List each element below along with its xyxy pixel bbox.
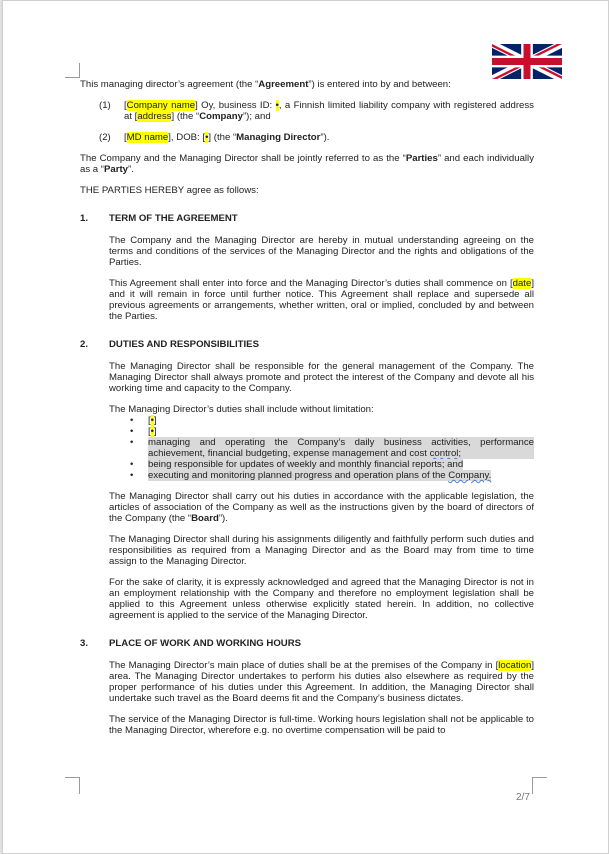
jointly-paragraph: The Company and the Managing Director shall be jointly referred to as the “Parties” and each individually as a “Party”. xyxy=(80,153,534,175)
uk-flag-icon[interactable] xyxy=(492,44,562,79)
list-item: • [•] xyxy=(130,415,157,426)
document-body xyxy=(80,79,534,736)
agree-paragraph: THE PARTIES HEREBY agree as follows: xyxy=(80,185,259,196)
section-2-paragraph-2: The Managing Director’s duties shall include without limitation: xyxy=(109,404,374,415)
party-1: (1) [Company name] Oy, business ID: •, a Finnish limited liability company with registered address at [address] (the “Company”); and xyxy=(99,100,534,122)
placeholder-duty-1[interactable]: • xyxy=(150,415,155,426)
placeholder-duty-2[interactable]: • xyxy=(150,426,155,437)
placeholder-business-id[interactable]: • xyxy=(275,100,279,111)
margin-corner-top-left xyxy=(65,63,80,78)
section-2-paragraph-5: For the sake of clarity, it is expressly acknowledged and agreed that the Managing Director is not in an employment relationship with the Company and therefore no employment legislation shall be applied to this Agreement unless otherwise explicitly stated herein. In addition, no collective agreement is applied to the service of the Managing Director. xyxy=(109,577,534,621)
section-2-paragraph-4: The Managing Director shall during his assignments diligently and faithfully perform such duties and responsibilities as required from a Managing Director and as the Board may from time to time assign to the Managing Director. xyxy=(109,534,534,567)
page-number: 2/7 xyxy=(516,792,530,803)
list-item: • executing and monitoring planned progress and operation plans of the Company. xyxy=(130,470,492,481)
margin-corner-bottom-right xyxy=(532,777,547,794)
section-3-paragraph-1: The Managing Director’s main place of duties shall be at the premises of the Company in [location] area. The Managing Director undertakes to perform his duties also elsewhere as required by the proper performance of his duties under this Agreement. In addition, the Managing Director shall undertake such travel as the Board deems fit and the Company’s business dictates. xyxy=(109,660,534,704)
list-item: • managing and operating the Company’s daily business activities, performance achievement, financial budgeting, expense management and cost control; xyxy=(130,437,534,459)
section-1-heading: 1. TERM OF THE AGREEMENT xyxy=(80,213,238,224)
document-page xyxy=(2,0,609,854)
section-2-heading: 2. DUTIES AND RESPONSIBILITIES xyxy=(80,339,259,350)
section-2-paragraph-3: The Managing Director shall carry out his duties in accordance with the applicable legislation, the articles of association of the Company as well as the instructions given by the board of directors of the Company (the “Board”). xyxy=(109,491,534,524)
placeholder-location[interactable]: location xyxy=(498,660,532,671)
section-1-paragraph-2: This Agreement shall enter into force and the Managing Director’s duties shall commence on [date] and it will remain in force until further notice. This Agreement shall replace and supersede all previous agreements or arrangements, whether written, oral or implied, concluded by and between the Parties. xyxy=(109,278,534,322)
placeholder-company-name[interactable]: Company name xyxy=(126,100,196,111)
duties-list xyxy=(130,415,534,481)
intro-paragraph: This managing director’s agreement (the “Agreement”) is entered into by and between: xyxy=(80,79,451,90)
list-item: • being responsible for updates of weekly and monthly financial reports; and xyxy=(130,459,464,470)
placeholder-address[interactable]: address xyxy=(137,111,172,122)
list-item: • [•] xyxy=(130,426,157,437)
section-3-heading: 3. PLACE OF WORK AND WORKING HOURS xyxy=(80,638,302,649)
party-2: (2) [MD name], DOB: [•] (the “Managing Director”). xyxy=(99,132,330,143)
placeholder-dob[interactable]: • xyxy=(205,132,209,143)
placeholder-md-name[interactable]: MD name xyxy=(126,132,169,143)
section-1-paragraph-1: The Company and the Managing Director are hereby in mutual understanding agreeing on the terms and conditions of the services of the Managing Director and the rights and obligations of the Parties. xyxy=(109,235,534,268)
section-2-paragraph-1: The Managing Director shall be responsible for the general management of the Company. The Managing Director shall always promote and protect the interest of the Company and devote all his working time and capacity to the Company. xyxy=(109,361,534,394)
section-3-paragraph-2: The service of the Managing Director is full-time. Working hours legislation shall not be applicable to the Managing Director, wherefore e.g. no overtime compensation will be paid to xyxy=(109,714,534,736)
placeholder-date[interactable]: date xyxy=(512,278,532,289)
margin-corner-bottom-left xyxy=(65,777,80,794)
